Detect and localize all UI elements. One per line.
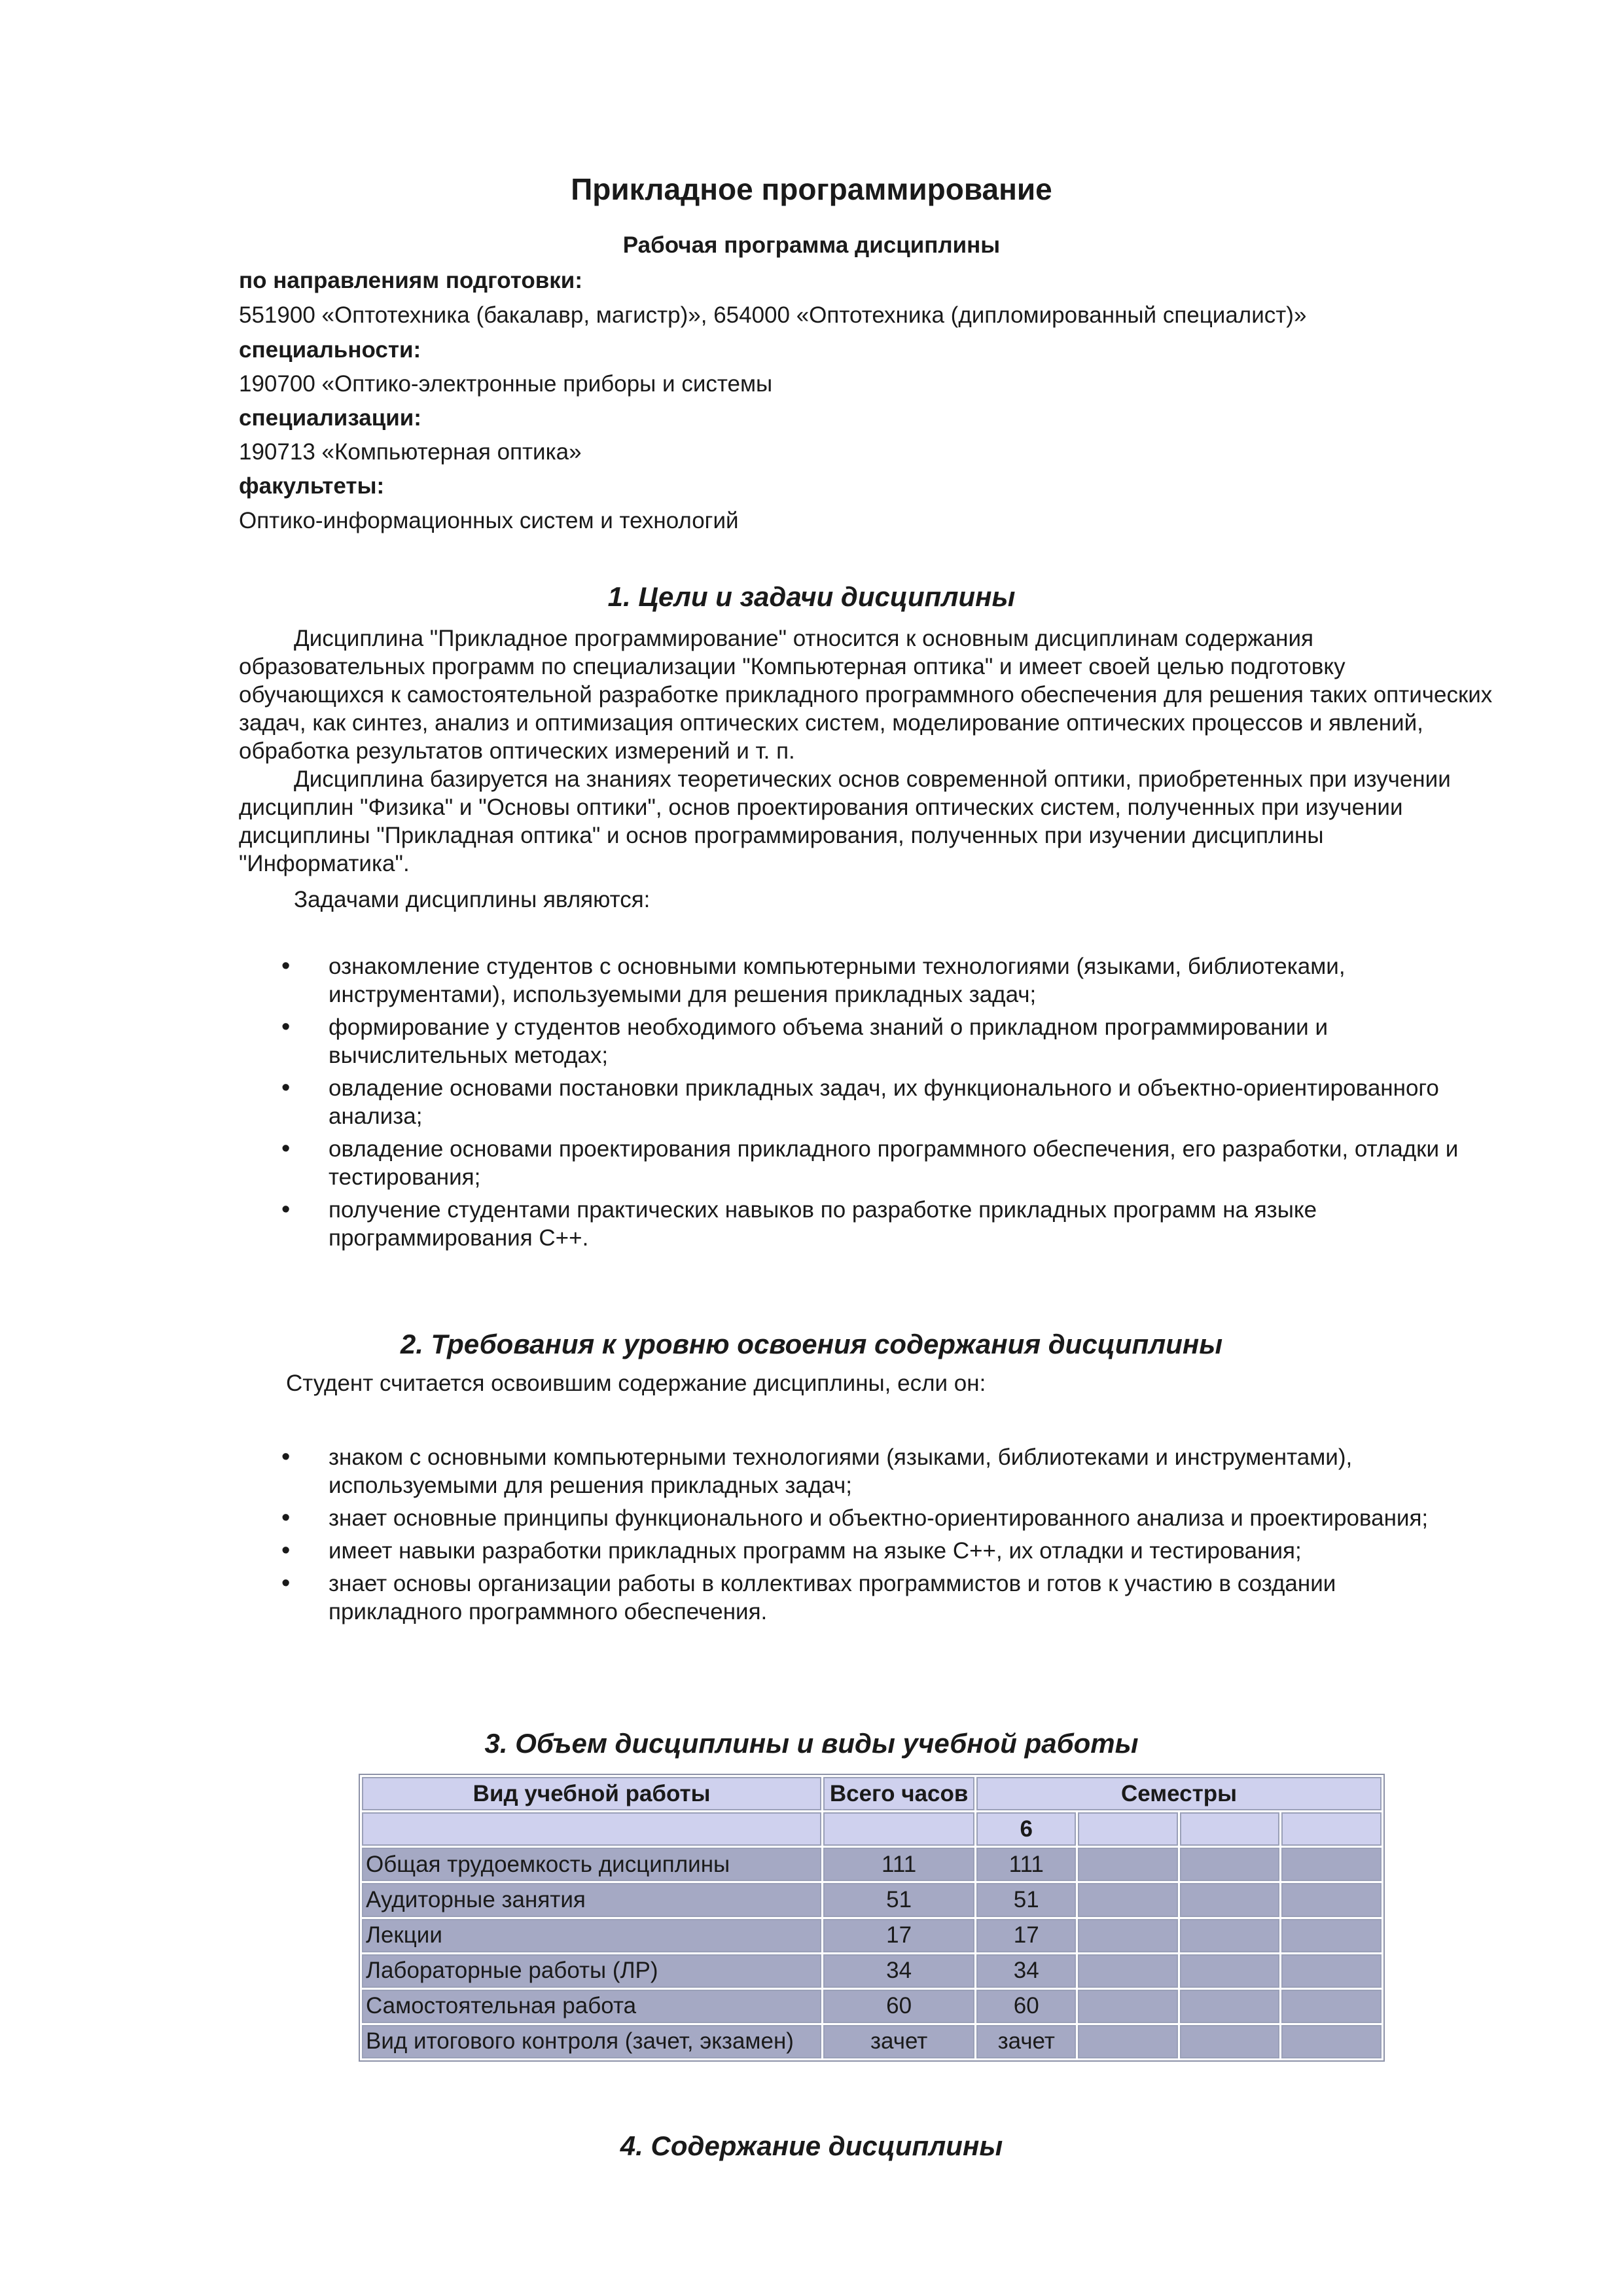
section-1-tasks-list [281, 952, 1472, 1257]
list-item: • знаком с основными компьютерными технологиями (языками, библиотеками и инструментами), используемыми для решения прикладных задач; [281, 1443, 1472, 1499]
cell-empty [1078, 1848, 1177, 1881]
cell-empty [1180, 1883, 1279, 1916]
cell-empty [1078, 1954, 1177, 1988]
cell-total: 17 [823, 1919, 974, 1952]
cell-total: зачет [823, 2025, 974, 2058]
cell-empty [362, 1812, 821, 1846]
directions-label: по направлениям подготовки: [239, 268, 582, 293]
table-row [362, 1919, 1382, 1952]
header-semesters: Семестры [976, 1777, 1382, 1810]
table-row [362, 2025, 1382, 2058]
specialties-value: 190700 «Оптико-электронные приборы и системы [239, 371, 773, 397]
cell-empty [1078, 1812, 1177, 1846]
section-2-list [281, 1443, 1472, 1630]
header-total: Всего часов [823, 1777, 974, 1810]
cell-kind: Общая трудоемкость дисциплины [362, 1848, 821, 1881]
cell-empty [1180, 1954, 1279, 1988]
section-2-heading: 2. Требования к уровню освоения содержания дисциплины [400, 1329, 1223, 1359]
cell-semester: 51 [976, 1883, 1076, 1916]
header-kind: Вид учебной работы [362, 1777, 821, 1810]
directions-value: 551900 «Оптотехника (бакалавр, магистр)», 654000 «Оптотехника (дипломированный специалист)» [239, 302, 1307, 328]
cell-semester: 34 [976, 1954, 1076, 1988]
cell-empty [1180, 1812, 1279, 1846]
faculties-label: факультеты: [239, 473, 385, 499]
cell-kind: Вид итогового контроля (зачет, экзамен) [362, 2025, 821, 2058]
table-row [362, 1848, 1382, 1881]
cell-empty [1180, 1848, 1279, 1881]
page-title: Прикладное программирование [571, 172, 1052, 206]
cell-empty [1078, 2025, 1177, 2058]
section-2-intro: Студент считается освоившим содержание дисциплины, если он: [286, 1371, 986, 1396]
cell-kind: Аудиторные занятия [362, 1883, 821, 1916]
workload-table [359, 1774, 1385, 2062]
table-row [362, 1883, 1382, 1916]
cell-total: 60 [823, 1990, 974, 2023]
cell-empty [1281, 1883, 1382, 1916]
list-item: • знает основы организации работы в коллективах программистов и готов к участию в создании прикладного программного обеспечения. [281, 1570, 1472, 1626]
cell-empty [1281, 1812, 1382, 1846]
table-subheader-row [362, 1812, 1382, 1846]
cell-empty [1078, 1883, 1177, 1916]
cell-empty [1180, 1990, 1279, 2023]
list-item: • ознакомление студентов с основными компьютерными технологиями (языками, библиотеками, инструментами), используемыми для решения прикладных задач; [281, 952, 1472, 1009]
cell-kind: Лекции [362, 1919, 821, 1952]
table-header-row [362, 1777, 1382, 1810]
specializations-value: 190713 «Компьютерная оптика» [239, 439, 582, 465]
cell-empty [1078, 1990, 1177, 2023]
cell-total: 34 [823, 1954, 974, 1988]
cell-semester: 60 [976, 1990, 1076, 2023]
list-item: • получение студентами практических навыков по разработке прикладных программ на языке программирования С++. [281, 1196, 1472, 1252]
cell-semester: 111 [976, 1848, 1076, 1881]
cell-empty [1078, 1919, 1177, 1952]
list-item: • овладение основами постановки прикладных задач, их функционального и объектно-ориентированного анализа; [281, 1074, 1472, 1130]
cell-semester: 17 [976, 1919, 1076, 1952]
header-semester-6: 6 [976, 1812, 1076, 1846]
specialties-label: специальности: [239, 337, 421, 363]
cell-empty [1281, 1990, 1382, 2023]
cell-kind: Лабораторные работы (ЛР) [362, 1954, 821, 1988]
cell-kind: Самостоятельная работа [362, 1990, 821, 2023]
section-4-heading: 4. Содержание дисциплины [620, 2130, 1003, 2161]
section-1-paragraph-2: Дисциплина базируется на знаниях теоретических основ современной оптики, приобретенных при изучении дисциплин "Физика" и "Основы оптики", основ проектирования оптических систем, полученных при изучении дисциплины "Прикладная оптика" и основ программирования, полученных при изучении дисциплины "Информатика". [239, 766, 1451, 876]
cell-semester: зачет [976, 2025, 1076, 2058]
cell-empty [1281, 1848, 1382, 1881]
cell-empty [1281, 1919, 1382, 1952]
cell-empty [823, 1812, 974, 1846]
list-item: • овладение основами проектирования прикладного программного обеспечения, его разработки, отладки и тестирования; [281, 1135, 1472, 1191]
page-subtitle: Рабочая программа дисциплины [622, 232, 1001, 258]
cell-empty [1281, 2025, 1382, 2058]
specializations-label: специализации: [239, 405, 421, 431]
cell-empty [1281, 1954, 1382, 1988]
table-row [362, 1954, 1382, 1988]
faculties-value: Оптико-информационных систем и технологий [239, 508, 739, 533]
cell-total: 111 [823, 1848, 974, 1881]
cell-empty [1180, 2025, 1279, 2058]
list-item: • формирование у студентов необходимого объема знаний о прикладном программировании и вычислительных методах; [281, 1013, 1472, 1069]
cell-empty [1180, 1919, 1279, 1952]
list-item: • имеет навыки разработки прикладных программ на языке С++, их отладки и тестирования; [281, 1537, 1472, 1565]
section-1-heading: 1. Цели и задачи дисциплины [607, 581, 1016, 612]
section-1-body [239, 624, 1495, 914]
list-item: • знает основные принципы функционального и объектно-ориентированного анализа и проектирования; [281, 1504, 1472, 1532]
section-1-tasks-intro: Задачами дисциплины являются: [294, 887, 651, 912]
table-row [362, 1990, 1382, 2023]
section-1-paragraph-1: Дисциплина "Прикладное программирование" относится к основным дисциплинам содержания образовательных программ по специализации "Компьютерная оптика" и имеет своей целью подготовку обучающихся к самостоятельной разработке прикладного программного обеспечения для решения таких оптических задач, как синтез, анализ и оптимизация оптических систем, моделирование оптических процессов и явлений, обработка результатов оптических измерений и т. п. [239, 626, 1493, 764]
section-3-heading: 3. Объем дисциплины и виды учебной работы [484, 1728, 1139, 1759]
cell-total: 51 [823, 1883, 974, 1916]
